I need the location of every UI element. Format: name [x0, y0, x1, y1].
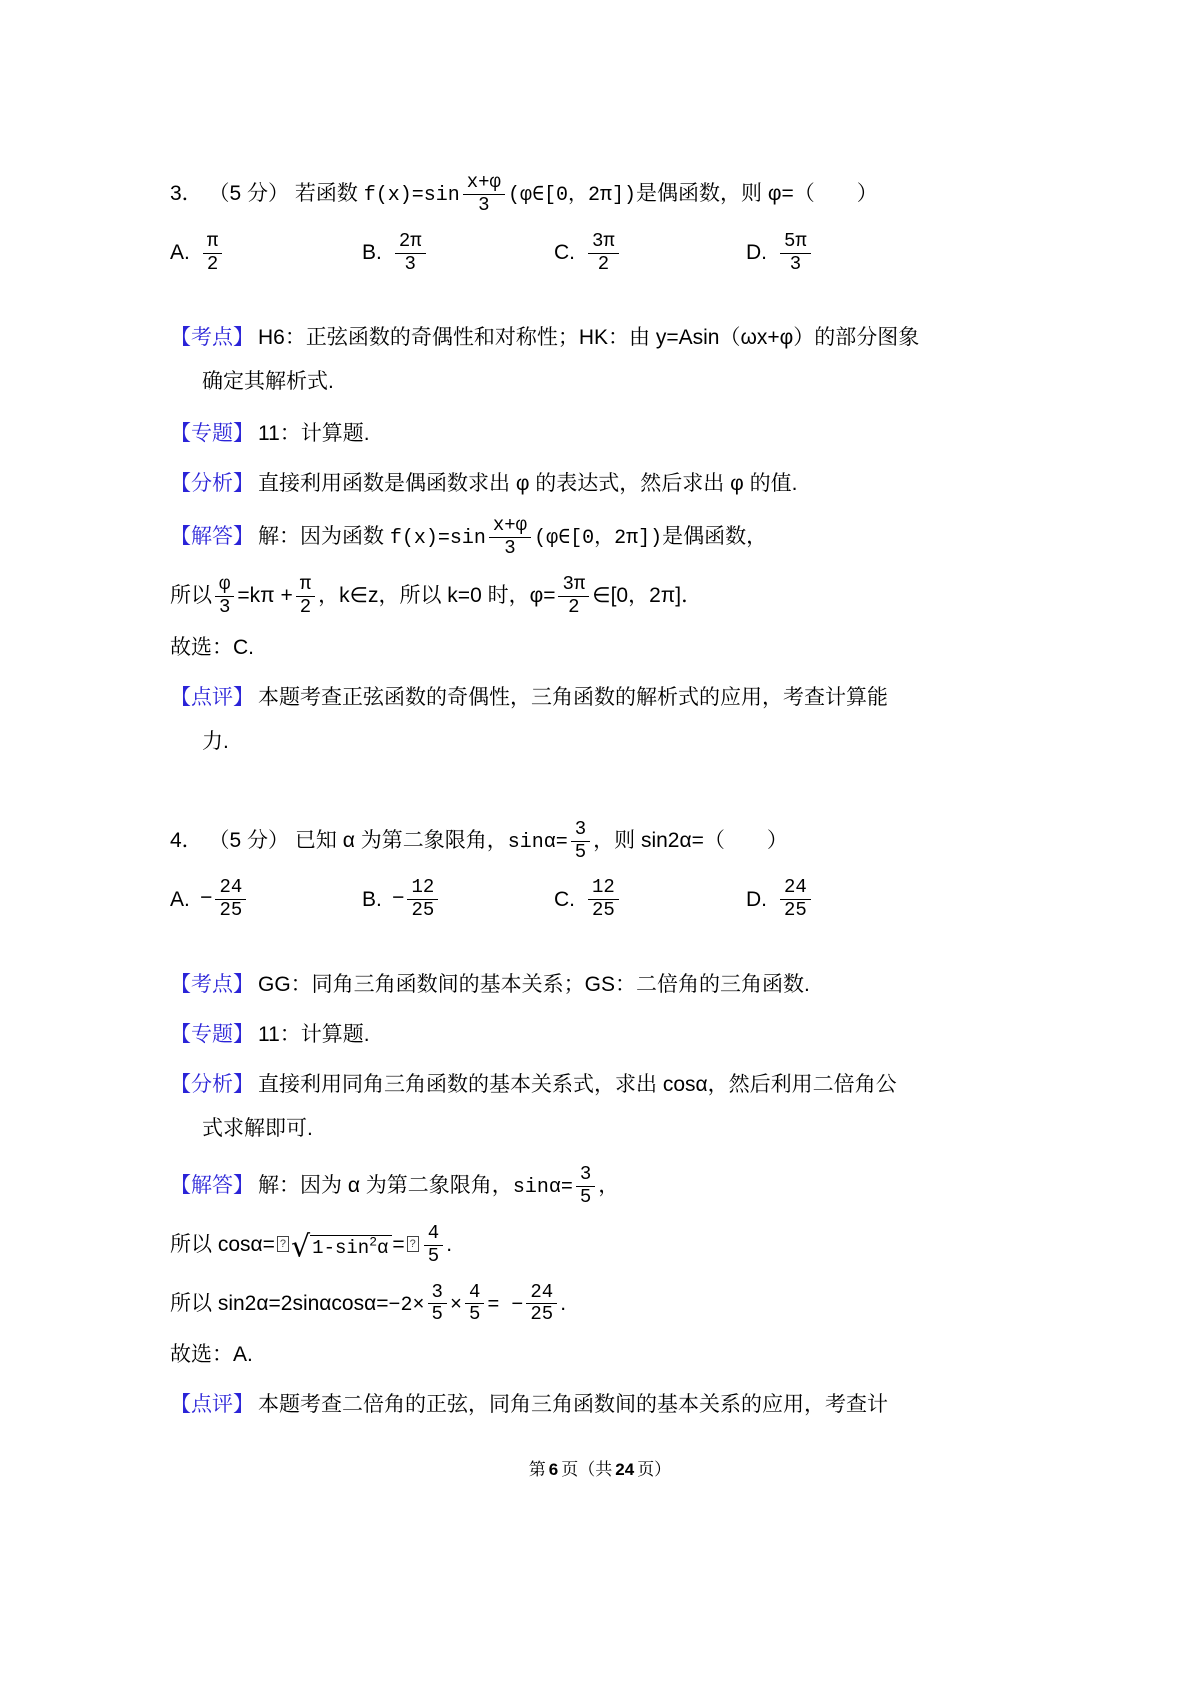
fraction: [463, 172, 505, 217]
question-3-stem-post: 是偶函数，则 φ=（ ）: [636, 181, 878, 205]
question-4-options: [170, 875, 1010, 924]
q4-kaodian-line: [170, 968, 1010, 1002]
question-3-stem: [170, 170, 1010, 219]
fraction: [424, 1223, 443, 1268]
missing-glyph-box: ?: [407, 1236, 419, 1252]
dianping-label: 【点评】: [170, 1393, 254, 1417]
fraction-numerator: π: [206, 229, 219, 252]
step1-mid: =: [392, 1232, 405, 1256]
kaodian-text: H6：正弦函数的奇偶性和对称性；HK：由 y=Asin（ωx+φ）的部分图象: [258, 326, 920, 350]
step2-post: .: [560, 1291, 567, 1315]
q4-solution-step2: [170, 1280, 1010, 1329]
option-a-sign: −: [199, 888, 213, 912]
option-a-label: A.: [170, 241, 190, 265]
fraction-numerator: 5π: [784, 229, 807, 252]
fraction-numerator: 4: [427, 1221, 440, 1244]
fraction-numerator: 2π: [398, 229, 422, 252]
footer-middle: 页（共: [561, 1460, 613, 1479]
fraction-denominator: 25: [407, 899, 438, 922]
question-4-stem-pre: 已知 α 为第二象限角，: [294, 828, 508, 852]
radicand-post: α: [377, 1236, 389, 1259]
fraction: [296, 574, 315, 619]
option-b: [362, 229, 554, 278]
page-content: [170, 170, 1010, 1422]
option-b-label: B.: [362, 241, 382, 265]
footer-total-pages: 24: [615, 1460, 635, 1479]
footer-page-number: 6: [548, 1460, 559, 1479]
option-c-label: C.: [554, 887, 575, 911]
option-d: [746, 229, 938, 278]
fraction: [428, 1282, 447, 1327]
q3-kaodian-line2: [170, 365, 1010, 399]
dianping-label: 【点评】: [170, 685, 254, 709]
option-d-value: [780, 231, 811, 276]
fenxi-text-cont: 式求解即可.: [202, 1117, 313, 1141]
fraction-denominator: 5: [424, 1245, 443, 1268]
fraction: [558, 574, 589, 619]
dianping-text-cont: 力.: [202, 729, 229, 753]
fraction-numerator: 12: [592, 876, 615, 899]
section-gap: [170, 759, 1010, 817]
jieda-post: 是偶函数，: [662, 525, 768, 549]
option-d-value: [780, 877, 811, 922]
question-3-number: 3．: [170, 181, 203, 205]
question-3-formula-fx: f(x)=sin: [363, 183, 460, 207]
radicand-pre: 1-sin: [312, 1236, 370, 1259]
jieda-pre: 解：因为 α 为第二象限角，: [258, 1174, 513, 1198]
square-root: [291, 1225, 392, 1264]
fraction-numerator: 24: [530, 1280, 554, 1303]
option-a: [170, 229, 362, 278]
fraction: [571, 819, 590, 864]
fraction-numerator: 3: [579, 1163, 592, 1186]
step1-post: .: [446, 1232, 453, 1256]
dianping-text: 本题考查二倍角的正弦，同角三角函数间的基本关系的应用，考查计: [258, 1393, 888, 1417]
step-pre: 所以: [170, 583, 212, 607]
fraction-numerator: π: [299, 573, 312, 596]
q4-answer-line: [170, 1338, 1010, 1372]
kaodian-label: 【考点】: [170, 973, 254, 997]
option-a-value: [203, 231, 222, 276]
option-b-value: [395, 231, 426, 276]
jieda-post: ，: [598, 1174, 620, 1198]
option-c: [554, 875, 746, 924]
option-b-sign: −: [391, 888, 405, 912]
fraction: [526, 1282, 557, 1327]
fraction-denominator: 5: [428, 1303, 447, 1326]
option-b-value: [407, 877, 438, 922]
step2-neg: −2×: [388, 1293, 425, 1317]
jieda-domain: (φ∈[0，2π]): [534, 527, 663, 551]
jieda-label: 【解答】: [170, 525, 254, 549]
missing-glyph-box: ?: [277, 1236, 289, 1252]
fraction-denominator: 2: [588, 253, 619, 276]
fraction-numerator: x+φ: [466, 171, 501, 193]
option-b-label: B.: [362, 887, 382, 911]
fenxi-label: 【分析】: [170, 472, 254, 496]
fraction: [576, 1164, 595, 1209]
question-4-stem: [170, 817, 1010, 866]
q3-kaodian-line1: [170, 321, 1010, 355]
jieda-sin-formula: sinα=: [512, 1176, 573, 1200]
fraction: [465, 1282, 484, 1327]
q4-fenxi-line2: [170, 1112, 1010, 1146]
dianping-text: 本题考查正弦函数的奇偶性，三角函数的解析式的应用，考查计算能: [258, 685, 888, 709]
q3-dianping-line1: [170, 681, 1010, 715]
question-3-options: [170, 229, 1010, 278]
zhuanti-label: 【专题】: [170, 422, 254, 446]
q4-fenxi-line1: [170, 1068, 1010, 1102]
question-4-sin-formula: sinα=: [507, 830, 568, 854]
fraction-denominator: 2: [203, 253, 222, 276]
q4-jieda-line: [170, 1162, 1010, 1211]
fraction-numerator: 3π: [562, 573, 586, 596]
radical-sign: √: [291, 1229, 311, 1265]
q4-solution-step1: [170, 1221, 1010, 1270]
fraction-numerator: 3: [574, 817, 587, 840]
answer-text: 故选：A.: [170, 1343, 253, 1367]
fraction-denominator: 3: [489, 537, 531, 560]
fraction-denominator: 5: [571, 841, 590, 864]
q3-zhuanti-line: [170, 417, 1010, 451]
question-4-number: 4．: [170, 828, 203, 852]
option-c: [554, 229, 746, 278]
fraction-numerator: 24: [219, 876, 243, 899]
fenxi-text: 直接利用同角三角函数的基本关系式，求出 cosα，然后利用二倍角公: [258, 1073, 897, 1097]
zhuanti-text: 11：计算题.: [258, 1023, 370, 1047]
q3-answer-line: [170, 631, 1010, 665]
fraction-denominator: 25: [588, 899, 619, 922]
fraction-numerator: 12: [411, 876, 435, 899]
option-d-label: D.: [746, 887, 767, 911]
kaodian-text-cont: 确定其解析式.: [202, 370, 334, 394]
question-3-domain: (φ∈[0，2π]): [507, 183, 637, 207]
option-a-label: A.: [170, 887, 190, 911]
radicand: [310, 1235, 392, 1259]
option-d: [746, 875, 938, 924]
option-c-value: [588, 877, 619, 922]
footer-prefix: 第: [528, 1460, 546, 1479]
step2-times: ×: [449, 1293, 462, 1317]
fenxi-text: 直接利用函数是偶函数求出 φ 的表达式，然后求出 φ 的值.: [258, 472, 798, 496]
q3-solution-step: [170, 572, 1010, 621]
fraction-denominator: 25: [780, 899, 811, 922]
step-mid1: =kπ +: [237, 583, 293, 607]
question-3-score: （5 分）: [208, 181, 290, 205]
q3-dianping-line2: [170, 725, 1010, 759]
footer-suffix: 页）: [637, 1460, 672, 1479]
fraction-numerator: x+φ: [492, 514, 528, 537]
fraction-denominator: 2: [558, 596, 589, 619]
fraction: [215, 574, 234, 619]
fenxi-label: 【分析】: [170, 1073, 254, 1097]
fraction-denominator: 25: [215, 899, 246, 922]
option-b: [362, 875, 554, 924]
fraction-denominator: 5: [576, 1186, 595, 1209]
option-c-value: [588, 231, 619, 276]
kaodian-text: GG：同角三角函数间的基本关系；GS：二倍角的三角函数.: [258, 973, 810, 997]
zhuanti-label: 【专题】: [170, 1023, 254, 1047]
question-3-stem-pre: 若函数: [294, 181, 358, 205]
jieda-formula-fx: f(x)=sin: [389, 527, 486, 551]
zhuanti-text: 11：计算题.: [258, 422, 370, 446]
step-mid2: ，k∈z，所以 k=0 时，φ=: [318, 583, 556, 607]
q3-fenxi-line: [170, 467, 1010, 501]
q4-zhuanti-line: [170, 1018, 1010, 1052]
page-footer: [0, 1455, 1200, 1480]
question-4-score: （5 分）: [208, 828, 290, 852]
fraction-numerator: 24: [784, 876, 807, 899]
jieda-pre: 解：因为函数: [258, 525, 384, 549]
radicand-exponent: 2: [369, 1234, 377, 1250]
jieda-label: 【解答】: [170, 1174, 254, 1198]
fraction-denominator: 2: [296, 596, 315, 619]
q3-jieda-line: [170, 513, 1010, 562]
fraction-denominator: 3: [215, 596, 234, 619]
fraction-numerator: 4: [468, 1280, 481, 1303]
option-a: [170, 875, 362, 924]
option-c-label: C.: [554, 241, 575, 265]
fraction-numerator: 3π: [592, 229, 615, 252]
fraction-denominator: 25: [526, 1303, 557, 1326]
answer-text: 故选：C.: [170, 635, 254, 659]
question-4-stem-post: ，则 sin2α=（ ）: [593, 828, 788, 852]
fraction-denominator: 3: [780, 253, 811, 276]
option-d-label: D.: [746, 241, 767, 265]
fraction-numerator: φ: [219, 573, 231, 596]
q4-dianping-line: [170, 1388, 1010, 1422]
step2-eq: = −: [487, 1293, 524, 1317]
kaodian-label: 【考点】: [170, 326, 254, 350]
step1-pre: 所以 cosα=: [170, 1232, 275, 1256]
fraction-denominator: 3: [463, 194, 505, 217]
fraction-numerator: 3: [431, 1280, 443, 1303]
option-a-value: [215, 877, 246, 922]
fraction: [489, 515, 531, 560]
step2-pre: 所以 sin2α=2sinαcosα=: [170, 1291, 389, 1315]
fraction-denominator: 3: [395, 253, 426, 276]
fraction-denominator: 5: [465, 1303, 484, 1326]
step-post: ∈[0，2π]．: [592, 583, 703, 607]
